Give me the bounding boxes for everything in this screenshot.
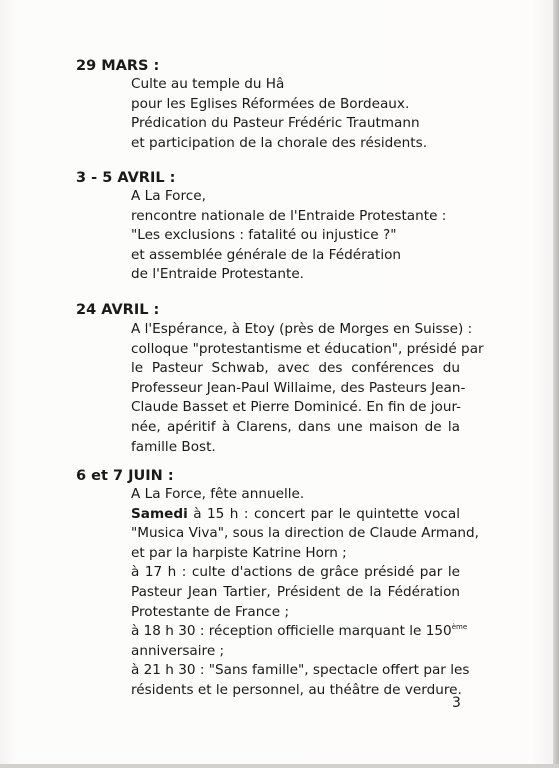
event-date: 6 et 7 JUIN : xyxy=(76,468,174,484)
description-line: A l'Espérance, à Etoy (près de Morges en Suisse) : xyxy=(131,321,473,337)
event-description xyxy=(131,75,427,153)
description-text: à 15 h : concert par le quintette vocal xyxy=(193,505,460,522)
description-line: rencontre nationale de l'Entraide Protestante : xyxy=(131,207,447,224)
description-line: "Les exclusions : fatalité ou injustice ?" xyxy=(131,227,397,244)
day-label: Samedi xyxy=(131,505,188,522)
description-line: colloque "protestantisme et éducation", présidé par xyxy=(131,340,484,357)
description-line: Claude Basset et Pierre Dominicé. En fin de jour- xyxy=(131,399,462,416)
description-line: Professeur Jean-Paul Willaime, des Pasteurs Jean- xyxy=(131,379,466,396)
description-line: et par la harpiste Katrine Horn ; xyxy=(131,544,347,561)
description-text: à 18 h 30 : réception officielle marquant le 150 xyxy=(131,623,452,640)
event-date: 29 MARS : xyxy=(76,58,160,74)
event-description xyxy=(131,320,484,457)
description-line: résidents et le personnel, au théâtre de verdure. xyxy=(131,681,462,698)
event-date: 24 AVRIL : xyxy=(76,302,160,318)
description-line: "Musica Viva", sous la direction de Claude Armand, xyxy=(131,525,479,542)
ordinal-superscript: ème xyxy=(451,623,468,632)
description-line: de l'Entraide Protestante. xyxy=(131,266,305,283)
description-line: née, apéritif à Clarens, dans une maison de la xyxy=(131,418,460,435)
event-description xyxy=(131,187,446,285)
description-line: famille Bost. xyxy=(131,438,216,455)
page-edge-shadow xyxy=(553,0,559,768)
description-line: Culte au temple du Hâ xyxy=(131,76,285,92)
event-description xyxy=(131,485,479,701)
description-line: anniversaire ; xyxy=(131,642,225,659)
description-line: A La Force, xyxy=(131,188,206,204)
description-line: à 17 h : culte d'actions de grâce présidé par le xyxy=(131,564,460,581)
event-date: 3 - 5 AVRIL : xyxy=(76,170,176,186)
page-number: 3 xyxy=(452,695,461,711)
description-line: le Pasteur Schwab, avec des conférences du xyxy=(131,360,460,377)
description-line: Prédication du Pasteur Frédéric Trautmann xyxy=(131,115,420,132)
description-line: et participation de la chorale des résidents. xyxy=(131,134,428,151)
description-line: Protestante de France ; xyxy=(131,603,290,620)
description-line: A La Force, fête annuelle. xyxy=(131,486,305,502)
description-line xyxy=(131,622,467,642)
page-bottom-edge xyxy=(0,764,559,768)
description-line: et assemblée générale de la Fédération xyxy=(131,246,402,263)
description-line xyxy=(131,505,460,525)
description-line: pour les Eglises Réformées de Bordeaux. xyxy=(131,95,410,112)
description-line: à 21 h 30 : "Sans famille", spectacle offert par les xyxy=(131,662,470,679)
description-line: Pasteur Jean Tartier, Président de la Fédération xyxy=(131,583,460,600)
